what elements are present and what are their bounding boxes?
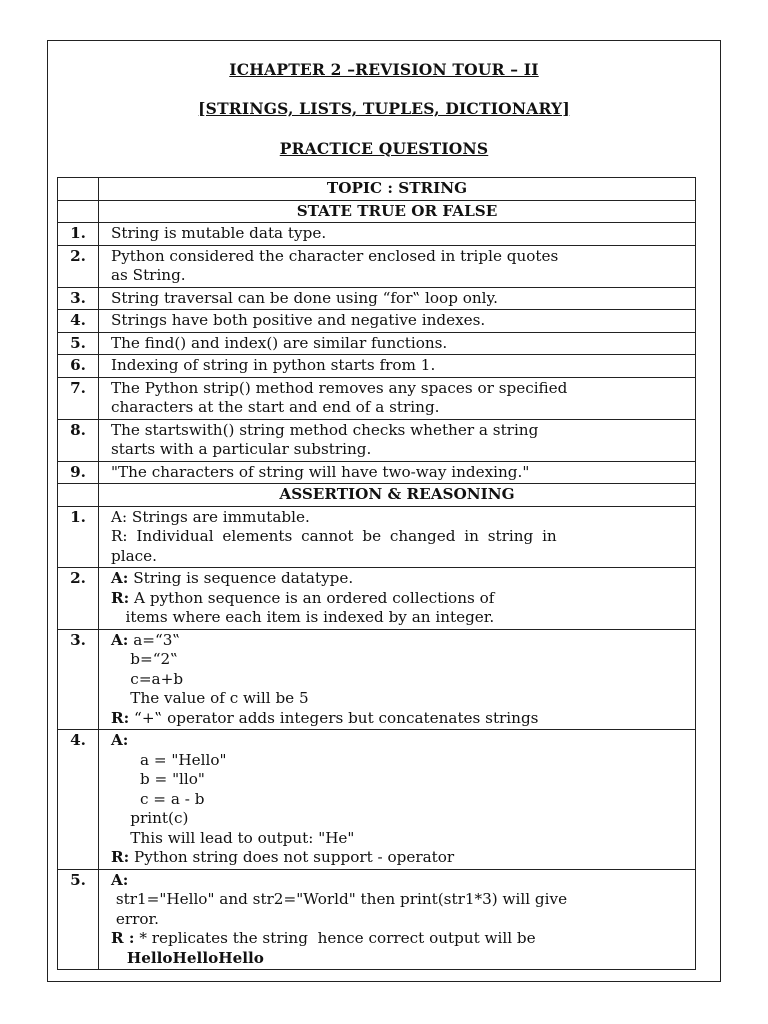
blank-cell <box>58 200 99 223</box>
tf-heading-row <box>58 200 696 223</box>
question-text: A: String is sequence datatype. R: A python sequence is an ordered collections of items where each item is indexed by an integer. <box>99 568 696 630</box>
question-text: A: Strings are immutable. R: Individual elements cannot be changed in string in place. <box>99 506 696 568</box>
table-row <box>58 419 696 461</box>
topic-heading: TOPIC : STRING <box>99 178 696 201</box>
true-false-heading: STATE TRUE OR FALSE <box>99 200 696 223</box>
table-row <box>58 730 696 870</box>
table-row <box>58 869 696 970</box>
topic-row <box>58 178 696 201</box>
question-number: 4. <box>58 730 99 870</box>
question-text: Strings have both positive and negative indexes. <box>99 310 696 333</box>
question-text: Indexing of string in python starts from 1. <box>99 355 696 378</box>
question-number: 3. <box>58 287 99 310</box>
chapter-title: ICHAPTER 2 –REVISION TOUR – II <box>229 60 539 79</box>
question-text: A: str1="Hello" and str2="World" then print(str1*3) will give error. R : * replicates the string hence correct output will be HelloHelloHello <box>99 869 696 970</box>
blank-cell <box>58 178 99 201</box>
question-text: String traversal can be done using “for‟ loop only. <box>99 287 696 310</box>
question-text: String is mutable data type. <box>99 223 696 246</box>
table-row <box>58 332 696 355</box>
table-row <box>58 506 696 568</box>
question-text: A: a = "Hello" b = "llo" c = a - b print(c) This will lead to output: "He" R: Python string does not support - operator <box>99 730 696 870</box>
question-number: 3. <box>58 629 99 730</box>
question-number: 6. <box>58 355 99 378</box>
table-row <box>58 287 696 310</box>
table-row <box>58 377 696 419</box>
ar-heading-row <box>58 484 696 507</box>
table-row <box>58 629 696 730</box>
table-row <box>58 310 696 333</box>
table-row <box>58 461 696 484</box>
section-title: PRACTICE QUESTIONS <box>279 139 489 158</box>
question-text: "The characters of string will have two-way indexing." <box>99 461 696 484</box>
question-number: 2. <box>58 568 99 630</box>
question-text: A: a=“3‟ b=“2‟ c=a+b The value of c will be 5 R: “+‟ operator adds integers but concatenates strings <box>99 629 696 730</box>
question-number: 5. <box>58 869 99 970</box>
question-number: 9. <box>58 461 99 484</box>
assertion-reasoning-heading: ASSERTION & REASONING <box>99 484 696 507</box>
questions-table <box>57 177 696 970</box>
chapter-subtitle: [STRINGS, LISTS, TUPLES, DICTIONARY] <box>198 99 570 118</box>
question-text: Python considered the character enclosed in triple quotes as String. <box>99 245 696 287</box>
question-number: 7. <box>58 377 99 419</box>
question-number: 1. <box>58 506 99 568</box>
blank-cell <box>58 484 99 507</box>
question-number: 2. <box>58 245 99 287</box>
question-text: The startswith() string method checks whether a string starts with a particular substring. <box>99 419 696 461</box>
question-text: The find() and index() are similar functions. <box>99 332 696 355</box>
table-row <box>58 245 696 287</box>
question-number: 8. <box>58 419 99 461</box>
table-row <box>58 223 696 246</box>
question-number: 5. <box>58 332 99 355</box>
table-row <box>58 355 696 378</box>
question-text: The Python strip() method removes any spaces or specified characters at the start and end of a string. <box>99 377 696 419</box>
question-number: 1. <box>58 223 99 246</box>
question-number: 4. <box>58 310 99 333</box>
table-row <box>58 568 696 630</box>
